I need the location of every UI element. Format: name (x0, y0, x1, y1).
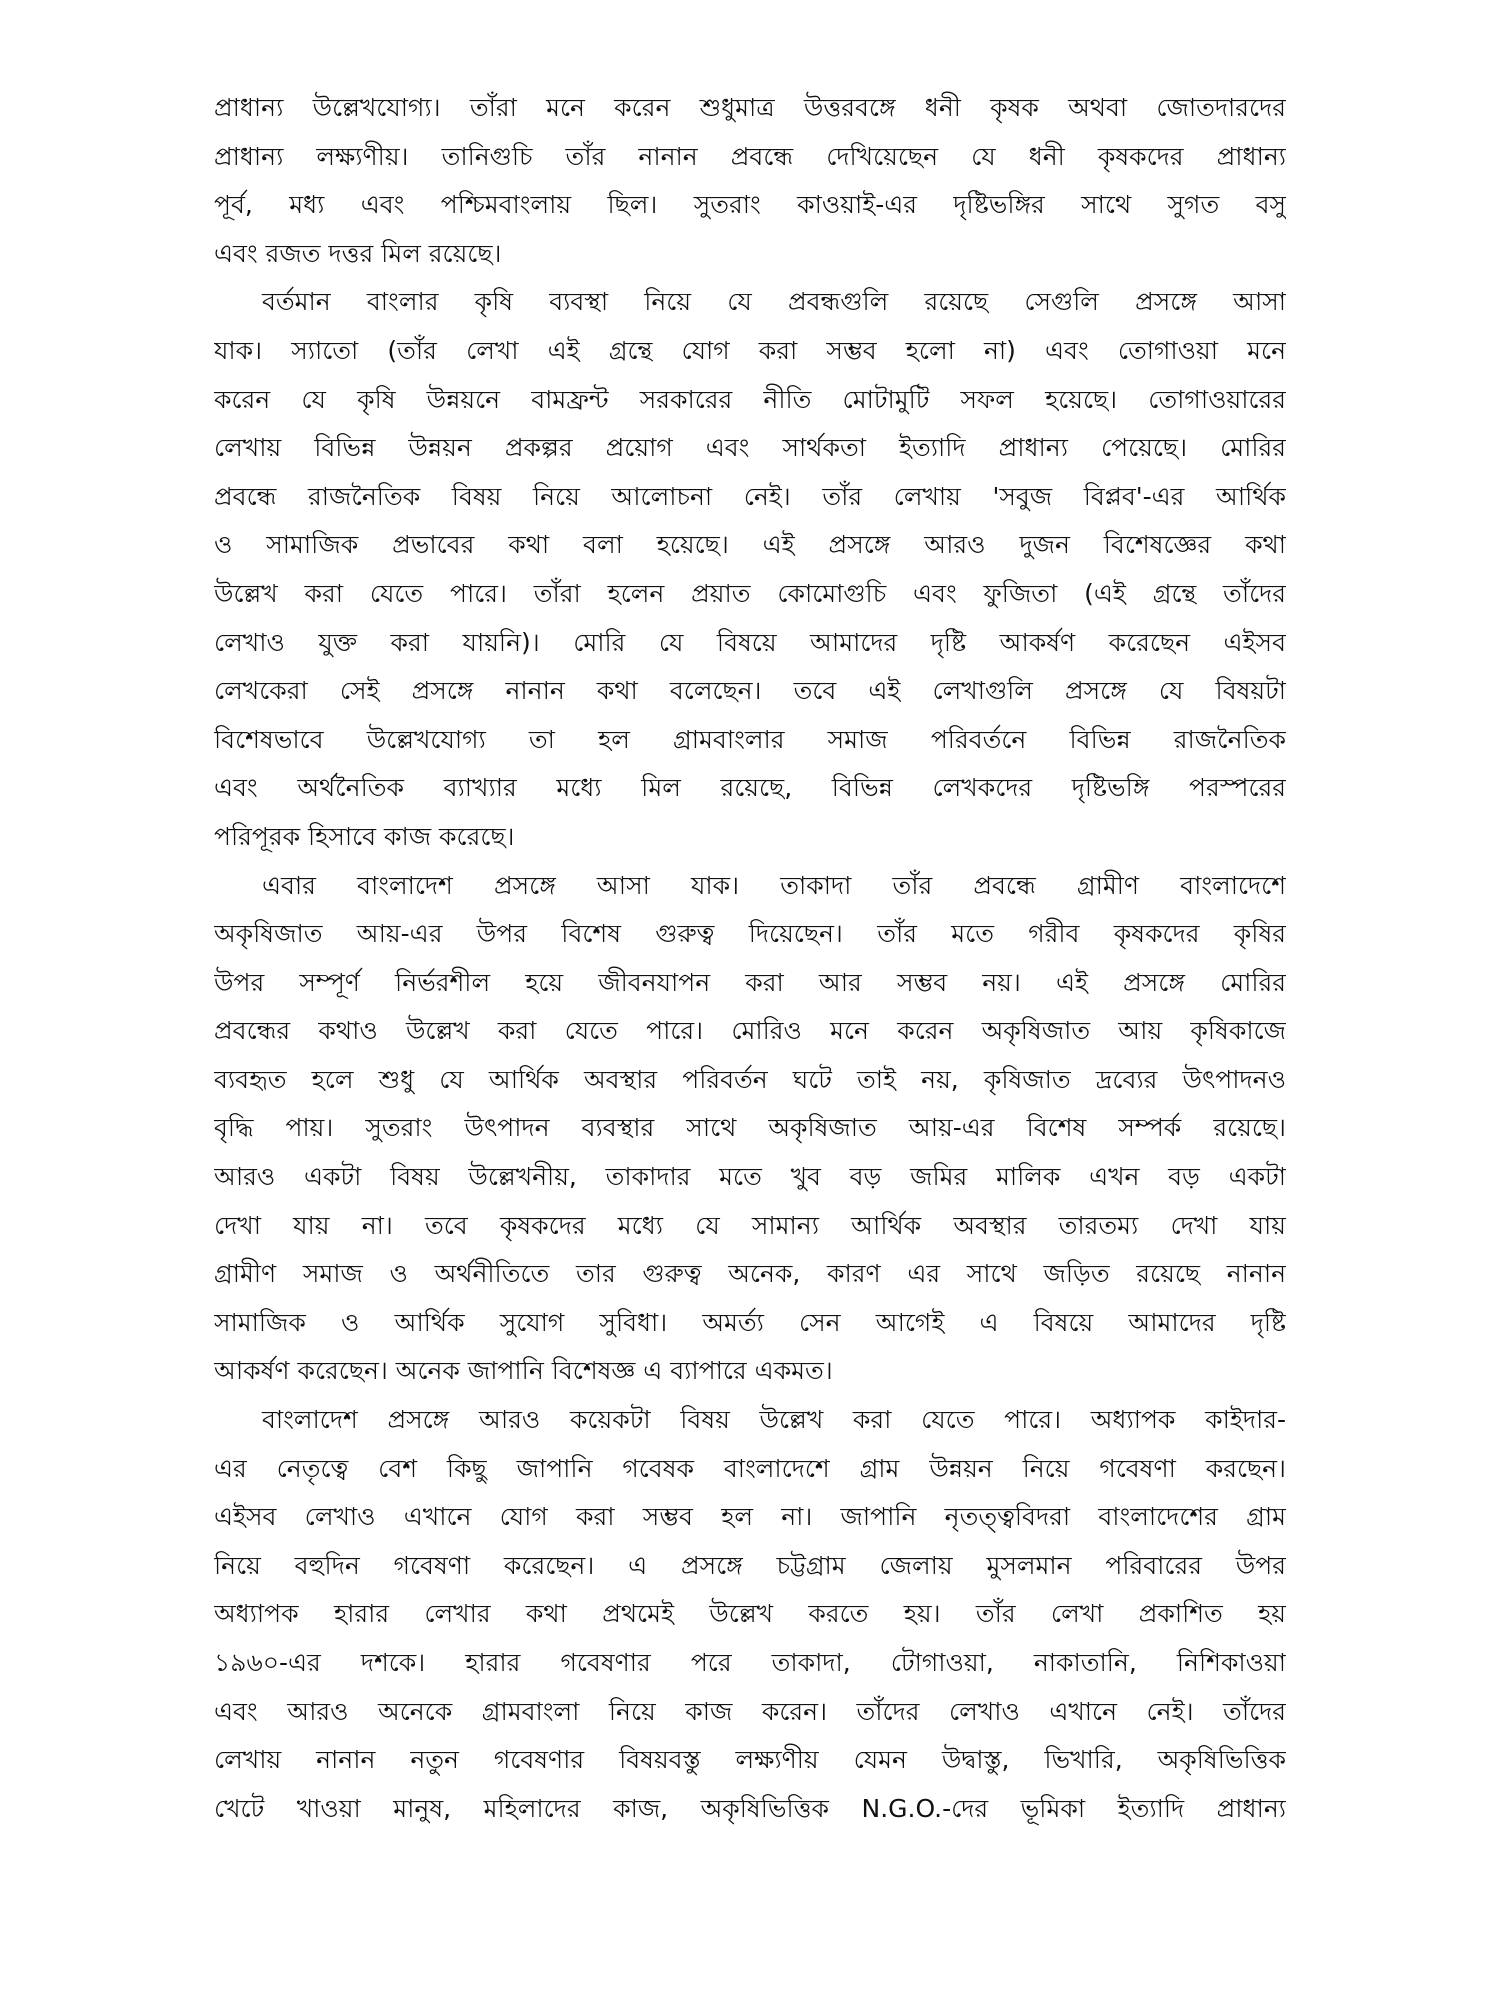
text-line: খেটে খাওয়া মানুষ, মহিলাদের কাজ, অকৃষিভিত্তিক N.G.O.-দের ভূমিকা ইত্যাদি প্রাধান্য (214, 1793, 1286, 1823)
text-line: ১৯৬০-এর দশকে। হারার গবেষণার পরে তাকাদা, টোগাওয়া, নাকাতানি, নিশিকাওয়া (214, 1648, 1286, 1677)
text-line: বৃদ্ধি পায়। সুতরাং উৎপাদন ব্যবস্থার সাথে অকৃষিজাত আয়-এর বিশেষ সম্পর্ক রয়েছে। (214, 1113, 1286, 1143)
text-line: বর্তমান বাংলার কৃষি ব্যবস্থা নিয়ে যে প্রবন্ধগুলি রয়েছে সেগুলি প্রসঙ্গে আসা (262, 287, 1286, 317)
text-line: দেখা যায় না। তবে কৃষকদের মধ্যে যে সামান্য আর্থিক অবস্থার তারতম্য দেখা যায় (214, 1210, 1286, 1240)
text-line: এইসব লেখাও এখানে যোগ করা সম্ভব হল না। জাপানি নৃতত্ত্ববিদরা বাংলাদেশের গ্রাম (214, 1502, 1286, 1532)
text-line: লেখায় নানান নতুন গবেষণার বিষয়বস্তু লক্ষ্যণীয় যেমন উদ্বাস্তু, ভিখারি, অকৃষিভিত্তিক (214, 1745, 1286, 1775)
text-line: ও সামাজিক প্রভাবের কথা বলা হয়েছে। এই প্রসঙ্গে আরও দুজন বিশেষজ্ঞের কথা (214, 530, 1286, 560)
text-line: এবং রজত দত্তর মিল রয়েছে। (214, 238, 502, 268)
text-line: পরিপূরক হিসাবে কাজ করেছে। (214, 821, 515, 851)
paragraph-3 (214, 862, 1286, 1397)
text-line: গ্রামীণ সমাজ ও অর্থনীতিতে তার গুরুত্ব অনেক, কারণ এর সাথে জড়িত রয়েছে নানান (214, 1259, 1286, 1289)
text-line: বিশেষভাবে উল্লেখযোগ্য তা হল গ্রামবাংলার সমাজ পরিবর্তনে বিভিন্ন রাজনৈতিক (214, 724, 1286, 754)
text-line: সামাজিক ও আর্থিক সুযোগ সুবিধা। অমর্ত্য সেন আগেই এ বিষয়ে আমাদের দৃষ্টি (214, 1307, 1286, 1337)
text-line: যাক। স্যাতো (তাঁর লেখা এই গ্রন্থে যোগ করা সম্ভব হলো না) এবং তোগাওয়া মনে (214, 335, 1286, 365)
text-line: আরও একটা বিষয় উল্লেখনীয়, তাকাদার মতে খুব বড় জমির মালিক এখন বড় একটা (214, 1162, 1286, 1192)
text-line: উপর সম্পূর্ণ নির্ভরশীল হয়ে জীবনযাপন করা আর সম্ভব নয়। এই প্রসঙ্গে মোরির (214, 967, 1286, 997)
text-line: প্রবন্ধের কথাও উল্লেখ করা যেতে পারে। মোরিও মনে করেন অকৃষিজাত আয় কৃষিকাজে (214, 1016, 1286, 1046)
text-line: লেখায় বিভিন্ন উন্নয়ন প্রকল্পর প্রয়োগ এবং সার্থকতা ইত্যাদি প্রাধান্য পেয়েছে। মোরির (214, 433, 1286, 463)
text-line: অধ্যাপক হারার লেখার কথা প্রথমেই উল্লেখ করতে হয়। তাঁর লেখা প্রকাশিত হয় (214, 1599, 1286, 1629)
text-line: নিয়ে বহুদিন গবেষণা করেছেন। এ প্রসঙ্গে চট্টগ্রাম জেলায় মুসলমান পরিবারের উপর (214, 1550, 1286, 1580)
text-line: উল্লেখ করা যেতে পারে। তাঁরা হলেন প্রয়াত কোমোগুচি এবং ফুজিতা (এই গ্রন্থে তাঁদের (214, 578, 1286, 608)
text-line: প্রাধান্য লক্ষ্যণীয়। তানিগুচি তাঁর নানান প্রবন্ধে দেখিয়েছেন যে ধনী কৃষকদের প্রাধান্য (214, 141, 1286, 171)
paragraph-1 (214, 84, 1286, 278)
text-line: এবং আরও অনেকে গ্রামবাংলা নিয়ে কাজ করেন। তাঁদের লেখাও এখানে নেই। তাঁদের (214, 1696, 1286, 1726)
paragraph-4 (214, 1396, 1286, 1833)
text-line: আকর্ষণ করেছেন। অনেক জাপানি বিশেষজ্ঞ এ ব্যাপারে একমত। (214, 1356, 833, 1386)
text-line: লেখাও যুক্ত করা যায়নি)। মোরি যে বিষয়ে আমাদের দৃষ্টি আকর্ষণ করেছেন এইসব (214, 627, 1286, 657)
text-line: অকৃষিজাত আয়-এর উপর বিশেষ গুরুত্ব দিয়েছেন। তাঁর মতে গরীব কৃষকদের কৃষির (214, 919, 1286, 949)
paragraph-2 (214, 278, 1286, 861)
text-line: বাংলাদেশ প্রসঙ্গে আরও কয়েকটা বিষয় উল্লেখ করা যেতে পারে। অধ্যাপক কাইদার- (262, 1405, 1286, 1435)
text-line: প্রাধান্য উল্লেখযোগ্য। তাঁরা মনে করেন শুধুমাত্র উত্তরবঙ্গে ধনী কৃষক অথবা জোতদারদের (214, 93, 1286, 122)
text-line: এর নেতৃত্বে বেশ কিছু জাপানি গবেষক বাংলাদেশে গ্রাম উন্নয়ন নিয়ে গবেষণা করছেন। (214, 1453, 1286, 1483)
text-line: লেখকেরা সেই প্রসঙ্গে নানান কথা বলেছেন। তবে এই লেখাগুলি প্রসঙ্গে যে বিষয়টা (214, 676, 1286, 706)
text-line: প্রবন্ধে রাজনৈতিক বিষয় নিয়ে আলোচনা নেই। তাঁর লেখায় 'সবুজ বিপ্লব'-এর আর্থিক (214, 481, 1286, 511)
text-line: পূর্ব, মধ্য এবং পশ্চিমবাংলায় ছিল। সুতরাং কাওয়াই-এর দৃষ্টিভঙ্গির সাথে সুগত বসু (214, 190, 1286, 220)
text-line: এবং অর্থনৈতিক ব্যাখ্যার মধ্যে মিল রয়েছে, বিভিন্ন লেখকদের দৃষ্টিভঙ্গি পরস্পরের (214, 773, 1286, 803)
text-line: এবার বাংলাদেশ প্রসঙ্গে আসা যাক। তাকাদা তাঁর প্রবন্ধে গ্রামীণ বাংলাদেশে (262, 870, 1286, 900)
text-line: ব্যবহৃত হলে শুধু যে আর্থিক অবস্থার পরিবর্তন ঘটে তাই নয়, কৃষিজাত দ্রব্যের উৎপাদনও (214, 1064, 1286, 1094)
document-page (214, 84, 1286, 1964)
text-line: করেন যে কৃষি উন্নয়নে বামফ্রন্ট সরকারের নীতি মোটামুটি সফল হয়েছে। তোগাওয়ারের (214, 384, 1286, 414)
